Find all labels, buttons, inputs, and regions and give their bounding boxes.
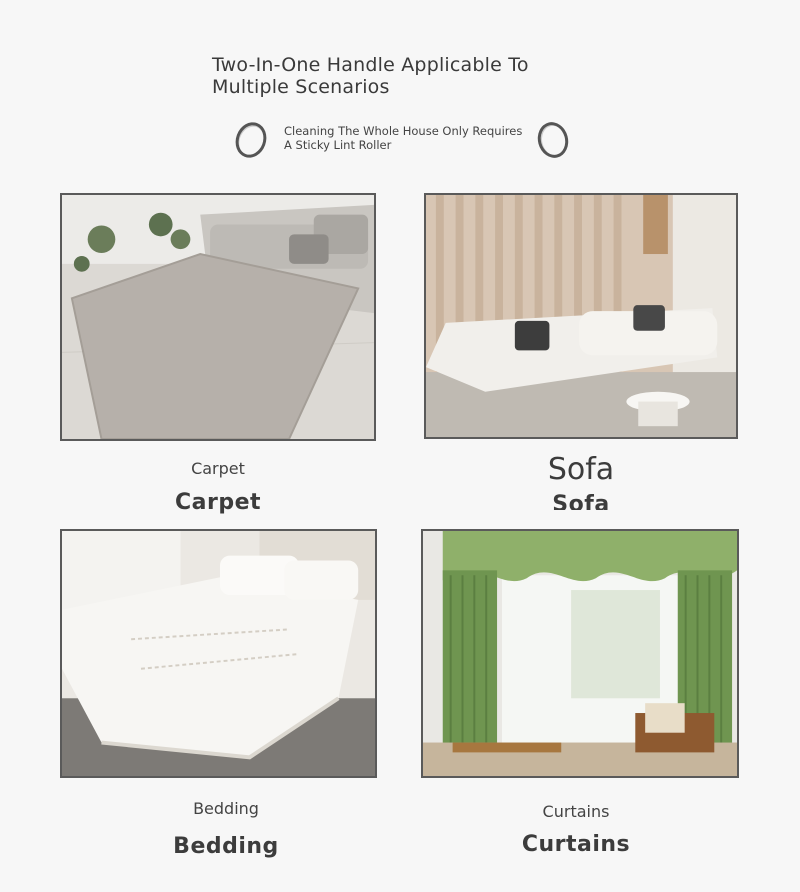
page-subtitle: Cleaning The Whole House Only Requires A Sticky Lint Roller (284, 124, 523, 152)
bedding-title: Bedding (173, 834, 279, 859)
bedding-image (60, 529, 377, 778)
carpet-image (60, 193, 376, 441)
sofa-image (424, 193, 738, 439)
page-title: Two-In-One Handle Applicable To Multiple Scenarios (212, 54, 529, 98)
curtains-label: Curtains (542, 802, 610, 821)
ring-icon (534, 119, 572, 162)
carpet-title: Carpet (174, 490, 262, 515)
sofa-label: Sofa (547, 452, 615, 487)
ring-icon (231, 118, 272, 162)
sofa-title: Sofa (552, 492, 610, 510)
bedding-label: Bedding (193, 799, 259, 818)
curtains-image (421, 529, 739, 778)
carpet-label: Carpet (191, 459, 245, 478)
curtains-title: Curtains (521, 832, 631, 857)
